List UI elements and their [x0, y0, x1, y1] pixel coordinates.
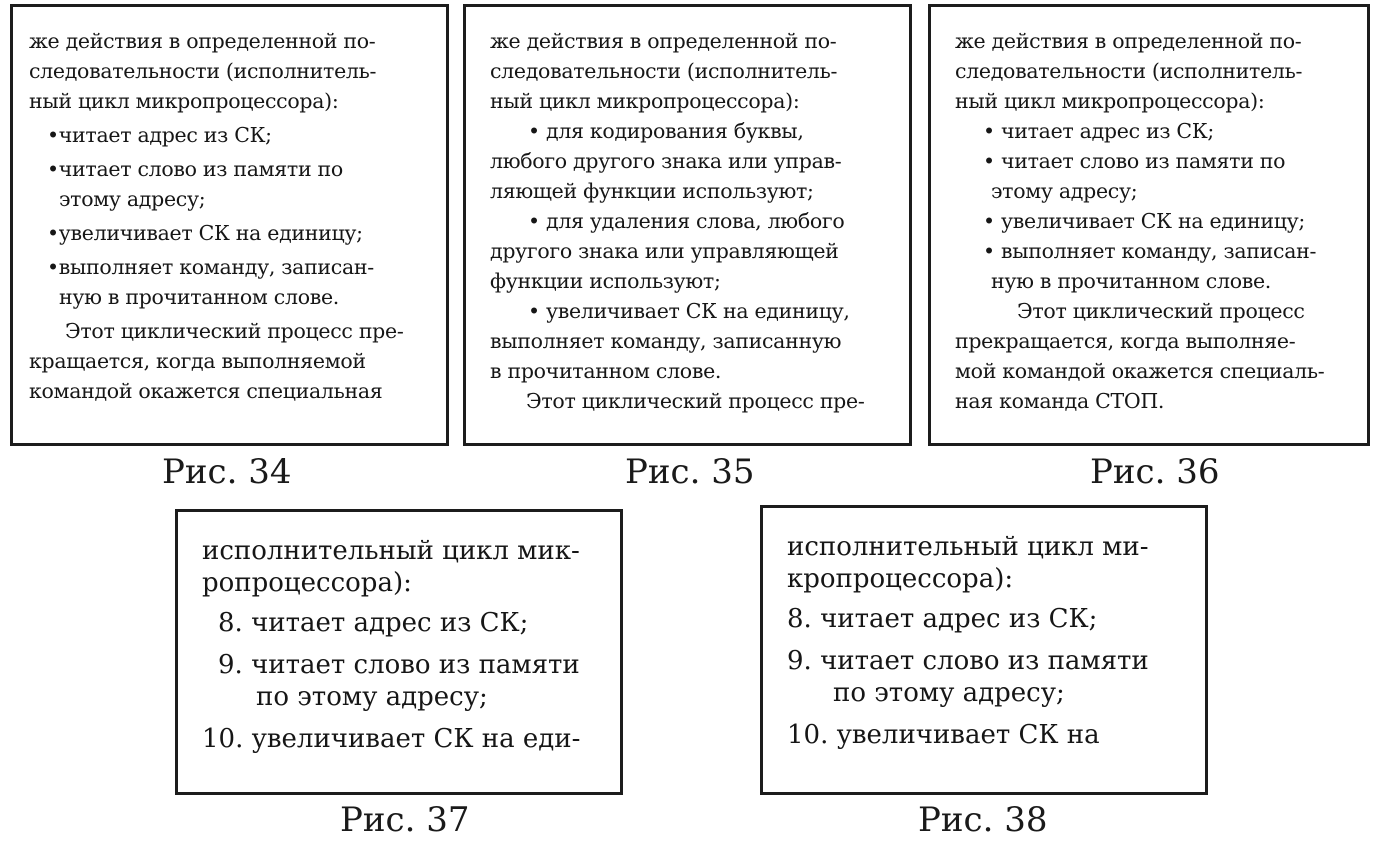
fig34-line-9: ную в прочитанном слове.	[59, 285, 340, 309]
fig36-line-1: же действия в определенной по-	[955, 29, 1302, 53]
figure-37-box	[175, 509, 623, 795]
fig34-line-11: кращается, когда выполняемой	[29, 349, 366, 373]
figure-35-caption: Рис. 35	[625, 452, 755, 492]
fig37-line-3: 8. читает адрес из СК;	[218, 608, 529, 638]
fig36-line-10: Этот циклический процесс	[1017, 299, 1305, 323]
fig38-line-3: 8. читает адрес из СК;	[787, 604, 1098, 634]
fig34-line-3: ный цикл микропроцессора):	[29, 89, 339, 113]
figure-36-box	[928, 4, 1370, 446]
figure-36-caption: Рис. 36	[1090, 452, 1220, 492]
fig34-line-2: следовательности (исполнитель-	[29, 59, 377, 83]
fig36-line-8: • выполняет команду, записан-	[983, 239, 1317, 263]
fig35-line-7: • для удаления слова, любого	[528, 209, 845, 233]
figure-38-box	[760, 505, 1208, 795]
fig34-line-7: •увеличивает СК на единицу;	[47, 221, 363, 245]
fig36-line-6: этому адресу;	[991, 179, 1138, 203]
fig36-line-12: мой командой окажется специаль-	[955, 359, 1325, 383]
fig35-line-10: • увеличивает СК на единицу,	[528, 299, 850, 323]
figure-37-caption: Рис. 37	[340, 800, 470, 840]
fig35-line-4: • для кодирования буквы,	[528, 119, 804, 143]
fig38-line-2: кропроцессора):	[787, 564, 1014, 594]
fig35-line-9: функции используют;	[490, 269, 721, 293]
fig35-line-3: ный цикл микропроцессора):	[490, 89, 800, 113]
fig34-line-10: Этот циклический процесс пре-	[65, 319, 404, 343]
fig35-line-8: другого знака или управляющей	[490, 239, 839, 263]
figure-38-caption: Рис. 38	[918, 800, 1048, 840]
fig36-line-5: • читает слово из памяти по	[983, 149, 1286, 173]
fig34-line-1: же действия в определенной по-	[29, 29, 376, 53]
fig35-line-13: Этот циклический процесс пре-	[526, 389, 865, 413]
fig36-line-3: ный цикл микропроцессора):	[955, 89, 1265, 113]
fig35-line-1: же действия в определенной по-	[490, 29, 837, 53]
fig34-line-12: командой окажется специальная	[29, 379, 383, 403]
fig38-line-4: 9. читает слово из памяти	[787, 646, 1149, 676]
fig36-line-2: следовательности (исполнитель-	[955, 59, 1303, 83]
fig37-line-2: ропроцессора):	[202, 568, 412, 598]
fig35-line-12: в прочитанном слове.	[490, 359, 722, 383]
fig37-line-5: по этому адресу;	[256, 682, 488, 712]
fig34-line-8: •выполняет команду, записан-	[47, 255, 374, 279]
fig35-line-6: ляющей функции используют;	[490, 179, 814, 203]
fig35-line-2: следовательности (исполнитель-	[490, 59, 838, 83]
fig36-line-7: • увеличивает СК на единицу;	[983, 209, 1305, 233]
fig36-line-4: • читает адрес из СК;	[983, 119, 1214, 143]
fig36-line-11: прекращается, когда выполняе-	[955, 329, 1296, 353]
fig35-line-5: любого другого знака или управ-	[490, 149, 842, 173]
figure-35-box	[463, 4, 912, 446]
figure-34-caption: Рис. 34	[162, 452, 292, 492]
fig37-line-1: исполнительный цикл мик-	[202, 536, 580, 566]
fig35-line-11: выполняет команду, записанную	[490, 329, 842, 353]
fig38-line-6: 10. увеличивает СК на	[787, 720, 1100, 750]
figure-34-box	[10, 4, 449, 446]
fig38-line-1: исполнительный цикл ми-	[787, 532, 1149, 562]
fig34-line-5: •читает слово из памяти по	[47, 157, 343, 181]
fig38-line-5: по этому адресу;	[833, 678, 1065, 708]
fig37-line-4: 9. читает слово из памяти	[218, 650, 580, 680]
fig34-line-4: •читает адрес из СК;	[47, 123, 272, 147]
fig36-line-9: ную в прочитанном слове.	[991, 269, 1272, 293]
fig34-line-6: этому адресу;	[59, 187, 206, 211]
fig36-line-13: ная команда СТОП.	[955, 389, 1165, 413]
fig37-line-6: 10. увеличивает СК на еди-	[202, 724, 581, 754]
